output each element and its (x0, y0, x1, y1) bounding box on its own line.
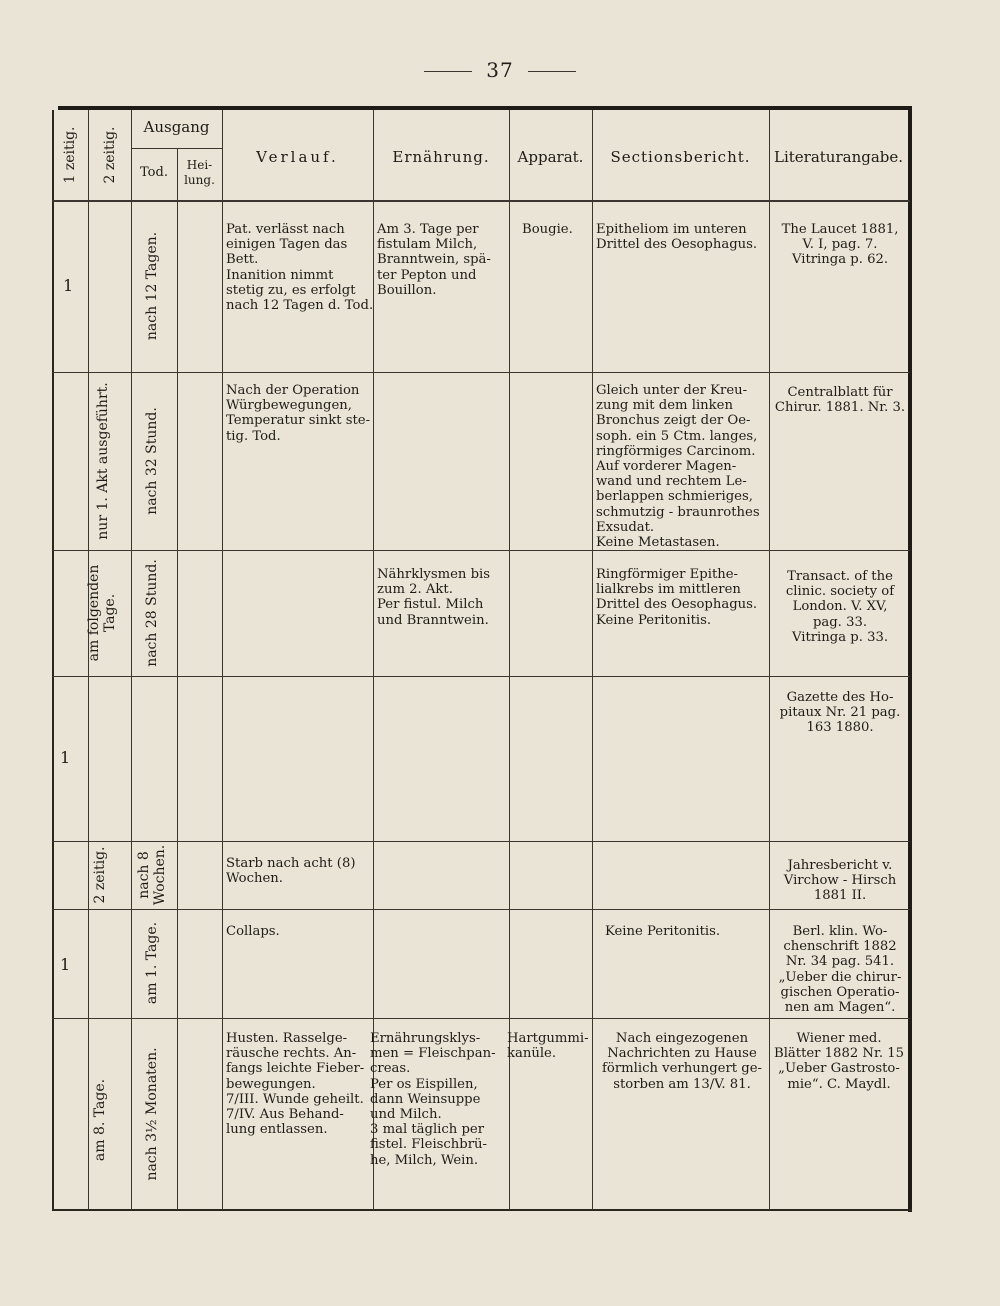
literatur-text: Centralblatt für Chirur. 1881. Nr. 3. (774, 385, 906, 416)
tod-value: nach 32 Stund. (144, 407, 160, 515)
section-text: Gleich unter der Kreu- zung mit dem linken Bronchus zeigt der Oe- soph. ein 5 Ctm. langes, ringförmiges Carcinom. Auf vorderer Magen- wand und rechtem Le- berlappen schmieriges, schmutzig - braunrothes Exsudat. Keine Metastasen. (596, 383, 760, 551)
tod-value: nach 28 Stund. (144, 559, 160, 667)
tod-value: nach 12 Tagen. (144, 231, 160, 341)
header-ausgang: Ausgang (143, 118, 210, 136)
ernaehrung-text: Ernährungsklys- men = Fleischpan- creas. Per os Eispillen, dann Weinsuppe und Milch. 3 mal täglich per fistel. Fleischbrü- he, Milch, Wein. (370, 1031, 496, 1168)
literatur-text: Gazette des Ho- pitaux Nr. 21 pag. 163 1880. (779, 690, 901, 736)
zeitig-1-value: 1 (60, 955, 71, 974)
zeitig-2-value: am 8. Tage. (92, 1078, 108, 1162)
header-sectionsbericht: Sectionsbericht. (610, 148, 751, 166)
section-text: Ringförmiger Epithe- lialkrebs im mittleren Drittel des Oesophagus. Keine Peritonitis. (596, 567, 758, 628)
zeitig-1-value: nur 1. Akt ausgeführt. (95, 382, 111, 540)
verlauf-text: Pat. verlässt nach einigen Tagen das Bett. Inanition nimmt stetig zu, es erfolgt nach 12 Tagen d. Tod. (226, 222, 374, 314)
verlauf-text: Husten. Rasselge- räusche rechts. An- fangs leichte Fieber- bewegungen. 7/III. Wunde geheilt. 7/IV. Aus Behand- lung entlassen. (226, 1031, 365, 1138)
zeitig-1-value: am folgenden Tage. (86, 564, 118, 662)
header-apparat: Apparat. (517, 148, 584, 166)
literatur-text: The Laucet 1881, V. I, pag. 7. Vitringa p. 62. (781, 222, 899, 268)
header-verlauf: Verlauf. (256, 148, 339, 166)
header-ernaehrung: Ernährung. (392, 148, 490, 166)
literatur-text: Jahresbericht v. Virchow - Hirsch 1881 II. (783, 858, 897, 904)
literatur-text: Wiener med. Blätter 1882 Nr. 15 „Ueber Gastrosto- mie“. C. Maydl. (774, 1031, 904, 1092)
tod-value: nach 8 Wochen. (136, 844, 168, 906)
verlauf-text: Nach der Operation Würgbewegungen, Temperatur sinkt ste- tig. Tod. (226, 383, 371, 444)
ernaehrung-text: Am 3. Tage per fistulam Milch, Branntwein, spä- ter Pepton und Bouillon. (377, 222, 491, 298)
page-number: 37 (0, 58, 1000, 82)
header-tod: Tod. (140, 165, 168, 180)
zeitig-2-value: 2 zeitig. (92, 846, 108, 904)
zeitig-1-value: 1 (60, 748, 71, 767)
header-zeitig-1: 1 zeitig. (62, 126, 78, 184)
literatur-text: Berl. klin. Wo- chenschrift 1882 Nr. 34 pag. 541. „Ueber die chirur- gischen Operatio- nen am Magen“. (778, 924, 902, 1016)
apparat-text: Hartgummi- kanüle. (507, 1031, 589, 1062)
ernaehrung-text: Nährklysmen bis zum 2. Akt. Per fistul. Milch und Branntwein. (377, 567, 491, 628)
section-text: Keine Peritonitis. (605, 924, 721, 939)
header-literaturangabe: Literaturangabe. (773, 148, 904, 166)
verlauf-text: Starb nach acht (8) Wochen. (226, 856, 356, 887)
header-heilung: Hei- lung. (184, 158, 215, 187)
section-text: Nach eingezogenen Nachrichten zu Hause förmlich verhungert ge- storben am 13/V. 81. (602, 1031, 762, 1092)
header-zeitig-2: 2 zeitig. (102, 126, 118, 184)
literatur-text: Transact. of the clinic. society of London. V. XV, pag. 33. Vitringa p. 33. (785, 569, 895, 645)
zeitig-1-value: 1 (63, 276, 74, 295)
tod-value: nach 3½ Monaten. (144, 1047, 160, 1181)
verlauf-text: Collaps. (226, 924, 280, 939)
section-text: Epitheliom im unteren Drittel des Oesophagus. (596, 222, 758, 253)
apparat-text: Bougie. (522, 222, 573, 237)
tod-value: am 1. Tage. (144, 921, 160, 1005)
